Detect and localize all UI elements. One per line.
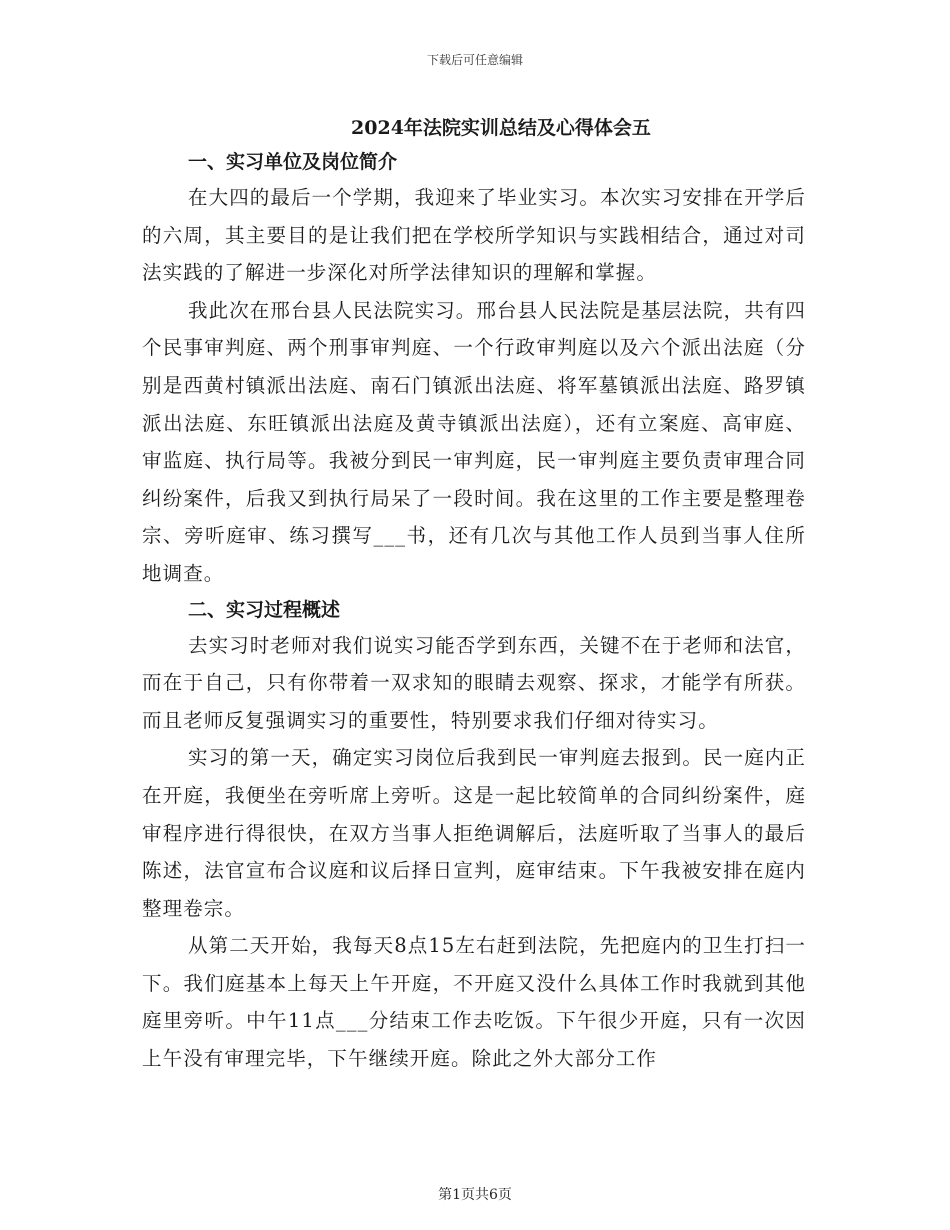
header-note: 下载后可任意编辑	[426, 53, 523, 67]
paragraph: 在大四的最后一个学期，我迎来了毕业实习。本次实习安排在开学后的六周，其主要目的是让我们把在学校所学知识与实践相结合，通过对司法实践的了解进一步深化对所学法律知识的理解和掌握。	[142, 186, 807, 285]
page-number: 第1页共6页	[438, 1187, 512, 1203]
paragraph: 我此次在邢台县人民法院实习。邢台县人民法院是基层法院，共有四个民事审判庭、两个刑事审判庭、一个行政审判庭以及六个派出法庭（分别是西黄村镇派出法庭、南石门镇派出法庭、将军墓镇派出法庭、路罗镇派出法庭、东旺镇派出法庭及黄寺镇派出法庭），还有立案庭、高审庭、审监庭、执行局等。我被分到民一审判庭，民一审判庭主要负责审理合同纠纷案件，后我又到执行局呆了一段时间。我在这里的工作主要是整理卷宗、旁听庭审、练习撰写___书，还有几次与其他工作人员到当事人住所地调查。	[142, 298, 807, 585]
document-body	[142, 113, 806, 1078]
section-heading-1: 一、实习单位及岗位简介	[188, 151, 398, 173]
paragraph: 去实习时老师对我们说实习能否学到东西，关键不在于老师和法官，而在于自己，只有你带着一双求知的眼睛去观察、探求，才能学有所获。而且老师反复强调实习的重要性，特别要求我们仔细对待实习。	[142, 633, 807, 732]
paragraph: 实习的第一天，确定实习岗位后我到民一审判庭去报到。民一庭内正在开庭，我便坐在旁听席上旁听。这是一起比较简单的合同纠纷案件，庭审程序进行得很快，在双方当事人拒绝调解后，法庭听取了当事人的最后陈述，法官宣布合议庭和议后择日宣判，庭审结束。下午我被安排在庭内整理卷宗。	[142, 746, 807, 920]
document-title: 2024年法院实训总结及心得体会五	[351, 117, 651, 139]
section-heading-2: 二、实习过程概述	[188, 598, 341, 621]
paragraph: 从第二天开始，我每天8点15左右赶到法院，先把庭内的卫生打扫一下。我们庭基本上每天上午开庭，不开庭又没什么具体工作时我就到其他庭里旁听。中午11点___分结束工作去吃饭。下午很少开庭，只有一次因上午没有审理完毕，下午继续开庭。除此之外大部分工作	[142, 934, 806, 1071]
